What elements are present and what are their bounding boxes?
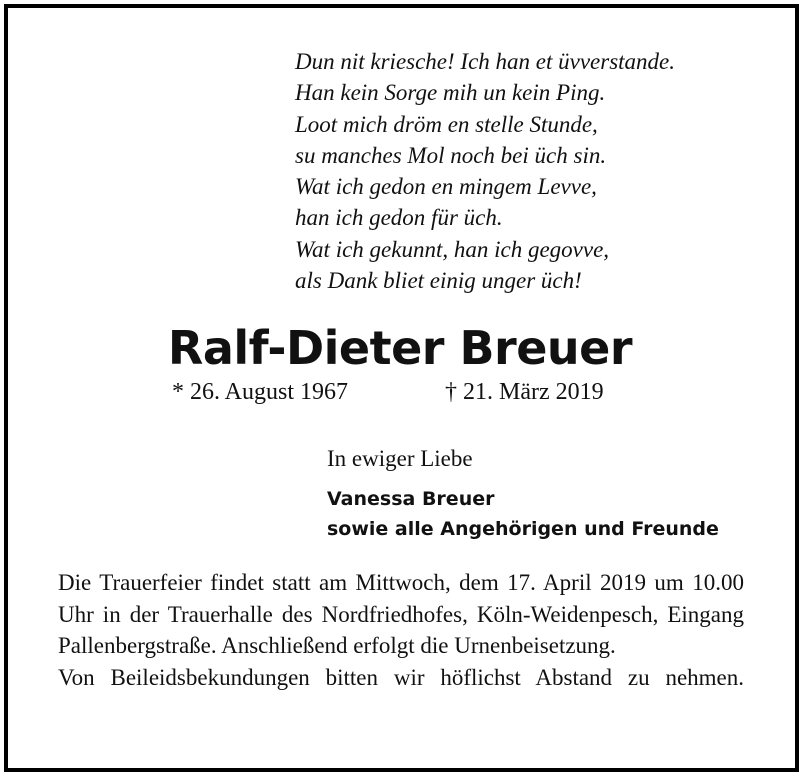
poem-line: Loot mich dröm en stelle Stunde, [295,111,598,137]
poem-line: Dun nit kriesche! Ich han et üvverstande. [295,49,676,74]
condolence-request: Von Beileidsbekundungen bitten wir höflichst Abstand zu nehmen. [58,664,744,690]
poem [295,46,675,296]
poem-line: su manches Mol noch bei üch sin. [295,142,607,168]
funeral-notice [58,567,744,693]
mourners-intro: In ewiger Liebe [327,446,473,471]
birth-date: * 26. August 1967 [172,379,349,405]
mourners-block [327,442,719,544]
deceased-name: Ralf-Dieter Breuer [167,321,633,375]
poem-line: Han kein Sorge mih un kein Ping. [295,80,606,106]
death-date: † 21. März 2019 [445,379,604,405]
poem-line: han ich gedon für üch. [295,205,503,231]
poem-line: als Dank bliet einig unger üch! [295,268,582,294]
funeral-details: Die Trauerfeier findet statt am Mittwoch, dem 17. April 2019 um 10.00 Uhr in der Trauerhalle des Nordfriedhofes, Köln-Weidenpesch, Eingang Pallenbergstraße. Anschließend erfolgt die Urnenbeisetzung. [58,570,744,658]
mourner-name: sowie alle Angehörigen und Freunde [327,518,719,540]
poem-line: Wat ich gekunnt, han ich gegovve, [295,236,610,262]
mourner-name: Vanessa Breuer [327,488,495,510]
poem-line: Wat ich gedon en mingem Levve, [295,174,597,200]
